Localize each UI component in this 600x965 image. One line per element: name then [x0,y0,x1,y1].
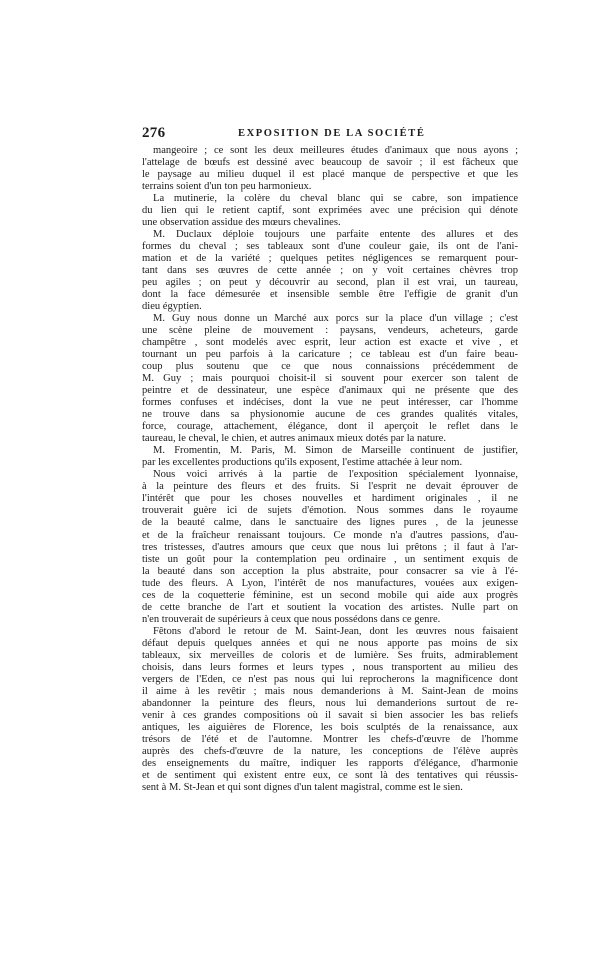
text-line: auprès des chefs-d'œuvre de la nature, les conceptions de l'élève auprès [142,745,518,757]
text-line: formes confuses et indécises, dont la vue ne peut intéresser, car l'homme [142,397,518,409]
text-line: dont la face démesurée et insensible semble être l'effigie de granit d'un [142,289,518,301]
text-line: du lien qui le retient captif, sont exprimées avec une précision qui dénote [142,205,518,217]
text-line: peintre et de dessinateur, une espèce d'animaux qui ne présente que des [142,385,518,397]
text-line: à la peinture des fleurs et des fruits. Si l'esprit ne devait éprouver de [142,481,518,493]
text-line: n'en trouverait de supérieurs à ceux que nous possédons dans ce genre. [142,613,441,625]
text-line: tude des fleurs. A Lyon, l'intérêt de nos manufactures, vouées aux exigen- [142,577,518,589]
text-line: La mutinerie, la colère du cheval blanc qui se cabre, son impatience [153,193,518,205]
text-line: l'intérêt que pour les choses nouvelles et hardiment originales , il ne [142,493,518,505]
text-line: tournant un peu parfois à la caricature ; ce tableau est d'un faire beau- [142,349,518,361]
text-line: ces de la coquetterie féminine, est un second mobile qui aide aux progrès [142,589,518,601]
text-line: et de la fraîcheur renaissant toujours. Ce monde n'a d'autres passions, d'au- [142,529,518,541]
text-line: coup plus soutenu que ce que nous connaissions précédemment de [142,361,518,373]
running-title: EXPOSITION DE LA SOCIÉTÉ [238,128,426,139]
paragraph [142,626,518,794]
text-line: trésors de l'été et de l'automne. Montrer les chefs-d'œuvre de l'homme [142,733,518,745]
paragraph [142,145,518,193]
body-text [142,145,518,794]
text-line: ne trouve dans sa physionomie aucune de ces grandes qualités vitales, [142,409,518,421]
text-line: Fêtons d'abord le retour de M. Saint-Jean, dont les œuvres nous faisaient [153,625,518,637]
text-line: sent à M. St-Jean et qui sont dignes d'un talent magistral, comme est le sien. [142,781,463,793]
text-line: M. Duclaux déploie toujours une parfaite entente des allures et des [153,229,518,241]
page-number: 276 [142,125,166,141]
text-line: de la beauté calme, dans le sanctuaire des lignes pures , de la jeunesse [142,517,518,529]
text-line: par les excellentes productions qu'ils exposent, l'estime attachée à leur nom. [142,457,463,469]
paragraph [142,229,518,313]
paragraph [142,469,518,625]
text-line: antiques, les aiguières de Florence, les bois sculptés de la renaissance, aux [142,721,518,733]
text-line: force, courage, attachement, élégance, dont il aperçoit le reflet dans le [142,421,518,433]
text-line: l'attelage de bœufs est dessiné avec beaucoup de savoir ; il est fâcheux que [142,157,518,169]
text-line: dieu égyptien. [142,301,202,313]
text-line: une scène pleine de mouvement : paysans, vendeurs, acheteurs, garde [142,325,518,337]
paragraph [142,445,518,469]
text-line: mangeoire ; ce sont les deux meilleures études d'animaux que nous ayons ; [153,145,518,156]
text-line: mation et de la variété ; quelques petites négligences se remarquent pour- [142,253,518,265]
text-line: défaut depuis quelques années et qui ne nous apporte pas moins de six [142,637,518,649]
text-line: tiste un goût pour la contemplation peu ordinaire , un sentiment exquis de [142,553,518,565]
text-line: tant dans ses œuvres de cette année ; on y voit certaines chèvres trop [142,265,518,277]
text-line: peu agiles ; on peut y découvrir au second, plan il est vrai, un taureau, [142,277,518,289]
text-line: le paysage au milieu duquel il est placé manque de perspective et que les [142,169,518,181]
text-line: M. Guy ; mais pourquoi choisit-il si souvent pour exercer son talent de [142,373,518,385]
text-line: de cette branche de l'art et soutient la vocation des artistes. Nulle part on [142,601,518,613]
text-line: trouverait guère ici de sujets d'émotion. Nous sommes dans le royaume [142,505,518,517]
text-line: des enseignements du maître, indiquer les rapports d'élégance, d'harmonie [142,757,518,769]
paragraph [142,193,518,229]
text-line: tres tristesses, d'autres amours que ceux que nous lui prêtons ; il faut à l'ar- [142,541,518,553]
text-line: abandonner la peinture des fleurs, nous lui demanderions surtout de re- [142,697,518,709]
text-line: M. Guy nous donne un Marché aux porcs sur la place d'un village ; c'est [153,313,518,325]
text-line: champêtre , sont modelés avec esprit, leur action est exacte et vive , et [142,337,518,349]
text-line: vergers de l'Eden, ce n'est pas nous qui lui reprocherons la magnificence dont [142,673,518,685]
text-line: une observation assidue des mœurs chevalines. [142,217,341,229]
text-line: il aime à les revêtir ; mais nous demanderions à M. Saint-Jean de moins [142,685,518,697]
text-line: la beauté dans son acception la plus abstraite, pour consacrer sa vie à l'é- [142,565,518,577]
text-line: Nous voici arrivés à la partie de l'exposition spécialement lyonnaise, [153,469,518,481]
text-line: formes du cheval ; ses tableaux sont d'une couleur gaie, ils ont de l'ani- [142,241,518,253]
text-line: venir à ces grandes compositions où il savait si bien associer les bas reliefs [142,709,518,721]
text-line: terrains soient d'un ton peu harmonieux. [142,181,312,193]
text-line: et de sentiment qui existent entre eux, ce sont là des tentatives qui réussis- [142,769,518,781]
page-header [142,125,518,143]
text-line: tableaux, six merveilles de coloris et de lumière. Ses fruits, admirablement [142,649,518,661]
text-line: taureau, le cheval, le chien, et autres animaux mieux dotés par la nature. [142,433,446,445]
text-line: M. Fromentin, M. Paris, M. Simon de Marseille continuent de justifier, [153,445,518,457]
text-line: choisis, dans leurs formes et leurs types , nous transportent au milieu des [142,661,518,673]
paragraph [142,313,518,445]
